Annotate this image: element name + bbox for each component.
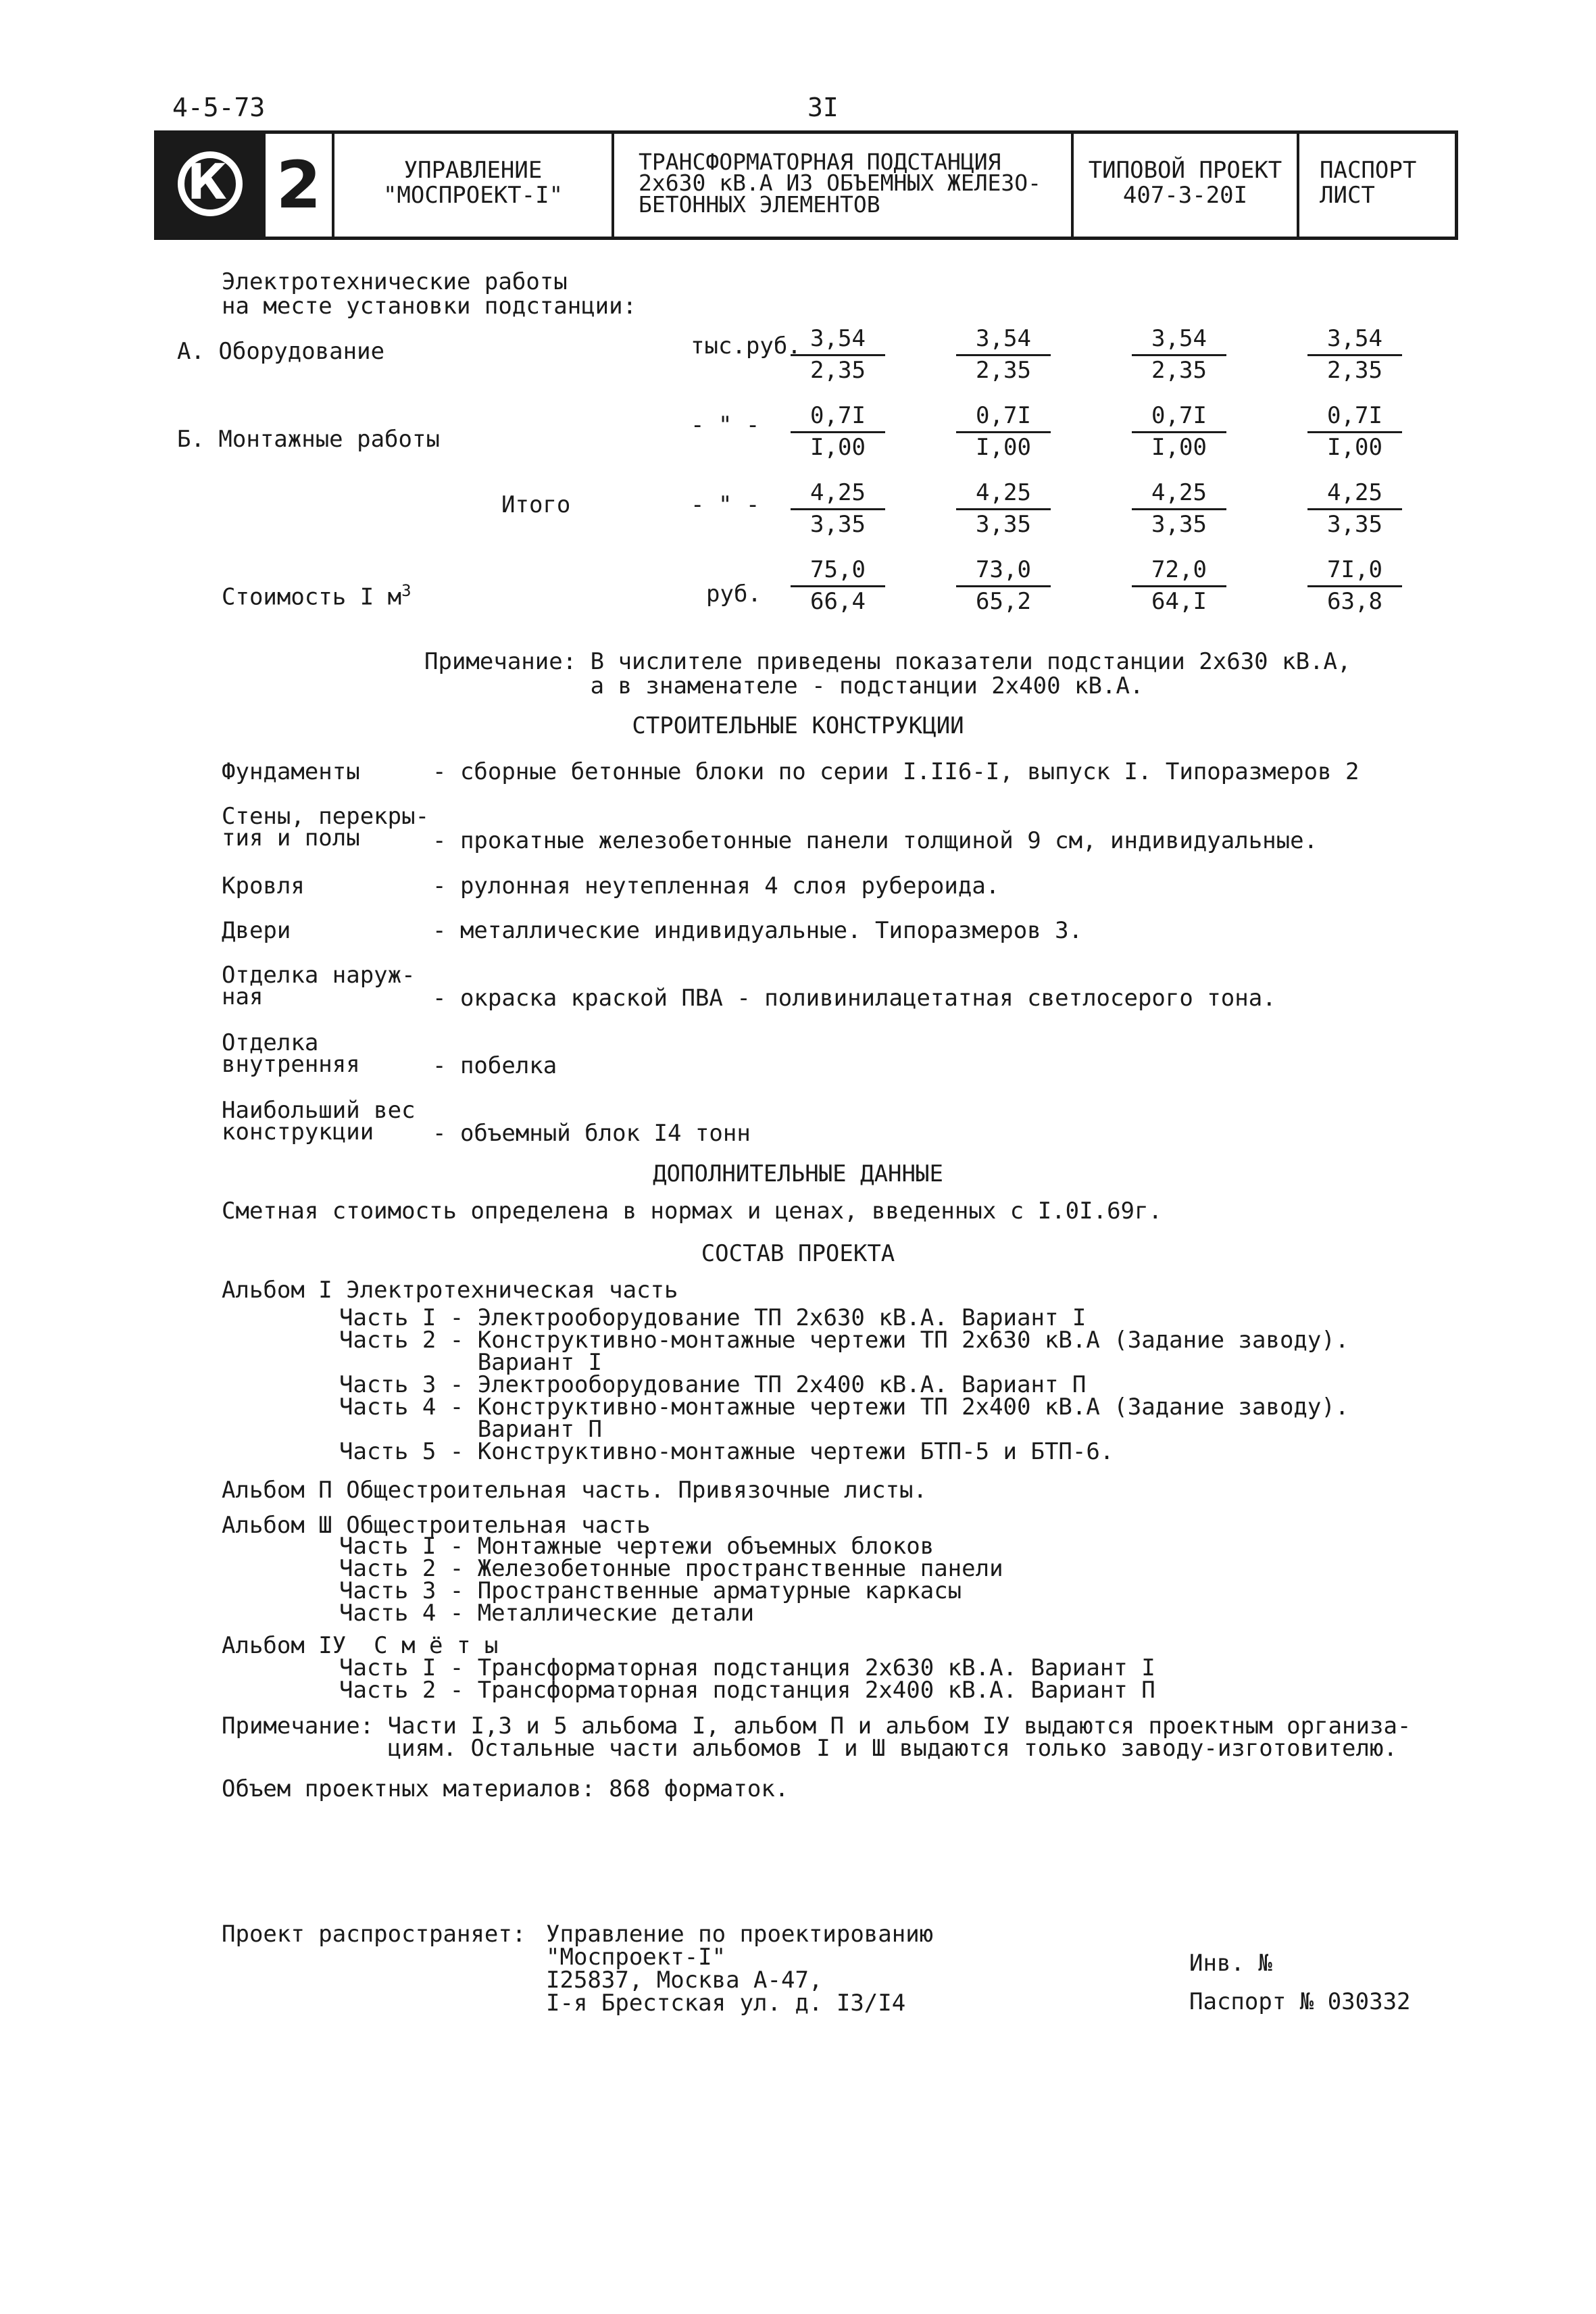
value-cell: $\frac{4,25}{3,35}$ [1307, 481, 1402, 537]
electrical-heading: Электротехнические работы на месте установки подстанции: [222, 268, 637, 320]
construction-value: - металлические индивидуальные. Типоразмеров 3. [432, 917, 1083, 944]
document-type: ПАСПОРТ ЛИСТ [1320, 157, 1417, 210]
inventory-number: Инв. № [1189, 1950, 1272, 1977]
construction-label: Кровля [222, 872, 305, 900]
value-cell: $\frac{4,25}{3,35}$ [1132, 481, 1226, 537]
row-label-total: Итого [501, 491, 571, 518]
row-unit: - " - [691, 412, 760, 439]
page-code: 4-5-73 [172, 93, 266, 122]
album-4-parts: Часть I - Трансформаторная подстанция 2х630 кВ.А. Вариант I Часть 2 - Трансформаторная подстанция 2х400 кВ.А. Вариант П [339, 1654, 1155, 1704]
additional-heading: ДОПОЛНИТЕЛЬНЫЕ ДАННЫЕ [653, 1160, 943, 1187]
value-cell: $\frac{72,0}{64,I}$ [1132, 558, 1226, 614]
row-unit: руб. [706, 581, 762, 608]
construction-heading: СТРОИТЕЛЬНЫЕ КОНСТРУКЦИИ [632, 712, 964, 739]
distributor-address: Управление по проектированию "Моспроект-I" I25837, Москва А-47, I-я Брестская ул. д. I3/I4 [546, 1921, 934, 2017]
value-cell: $\frac{0,7I}{I,00}$ [1132, 404, 1226, 460]
passport-number: Паспорт № 030332 [1189, 1988, 1411, 2015]
construction-value: - окраска краской ПВА - поливинилацетатная светлосерого тона. [432, 985, 1276, 1012]
row-unit: - " - [691, 491, 760, 518]
construction-label: Отделка внутренняя [222, 1029, 360, 1079]
album-3-parts: Часть I - Монтажные чертежи объемных блоков Часть 2 - Железобетонные пространственные панели Часть 3 - Пространственные арматурные каркасы Часть 4 - Металлические детали [339, 1533, 1003, 1627]
value-cell: $\frac{3,54}{2,35}$ [791, 327, 885, 383]
project-volume: Объем проектных материалов: 868 форматок. [222, 1775, 789, 1802]
value-cell: $\frac{0,7I}{I,00}$ [791, 404, 885, 460]
value-cell: $\frac{4,25}{3,35}$ [956, 481, 1051, 537]
additional-text: Сметная стоимость определена в нормах и ценах, введенных с I.0I.69г. [222, 1198, 1162, 1225]
divider [1297, 134, 1299, 237]
row-label-cost-per-m3: Стоимость I $м^3$ [222, 581, 412, 611]
construction-value: - рулонная неутепленная 4 слоя рубероида. [432, 872, 1000, 900]
organization: УПРАВЛЕНИЕ "МОСПРОЕКТ-I" [382, 157, 564, 210]
construction-label: Двери [222, 917, 291, 944]
value-cell: $\frac{3,54}{2,35}$ [1132, 327, 1226, 383]
construction-label: Отделка наруж- ная [222, 962, 416, 1011]
project-number: ТИПОВОЙ ПРОЕКТ 407-3-20I [1088, 157, 1282, 210]
title-block [154, 130, 1458, 240]
construction-label: Стены, перекры- тия и полы [222, 803, 430, 852]
value-cell: $\frac{7I,0}{63,8}$ [1307, 558, 1402, 614]
divider [612, 134, 614, 237]
album-4: Альбом IУ С м ё т ы [222, 1632, 499, 1659]
electrical-note: Примечание: В числителе приведены показатели подстанции 2х630 кВ.А, а в знаменателе - подстанции 2х400 кВ.А. [424, 648, 1351, 699]
row-label-installation: Б. Монтажные работы [177, 426, 440, 453]
value-cell: $\frac{4,25}{3,35}$ [791, 481, 885, 537]
album-2: Альбом П Общестроительная часть. Привязочные листы. [222, 1477, 927, 1504]
construction-value: - прокатные железобетонные панели толщиной 9 см, индивидуальные. [432, 827, 1318, 854]
construction-label: Фундаменты [222, 758, 360, 785]
value-cell: $\frac{73,0}{65,2}$ [956, 558, 1051, 614]
sheet-number: 2 [276, 147, 322, 223]
construction-label: Наибольший вес конструкции [222, 1097, 416, 1146]
album-1-parts: Часть I - Электрооборудование ТП 2х630 кВ.А. Вариант I Часть 2 - Конструктивно-монтажные чертежи ТП 2х630 кВ.А (Задание заводу). Вариант I Часть 3 - Электрооборудование ТП 2х400 кВ.А. Вариант П Часть 4 - Конструктивно-монтажные чертежи ТП 2х400 кВ.А (Задание заводу). Вариант П Часть 5 - Конструктивно-монтажные чертежи БТП-5 и БТП-6. [339, 1304, 1349, 1465]
composition-heading: СОСТАВ ПРОЕКТА [701, 1240, 895, 1267]
value-cell: $\frac{75,0}{66,4}$ [791, 558, 885, 614]
row-unit: тыс.руб. [691, 333, 801, 360]
value-cell: $\frac{3,54}{2,35}$ [956, 327, 1051, 383]
page-number: 3I [807, 93, 839, 122]
value-cell: $\frac{0,7I}{I,00}$ [956, 404, 1051, 460]
row-label-equipment: А. Оборудование [177, 338, 385, 365]
project-title: ТРАНСФОРМАТОРНАЯ ПОДСТАНЦИЯ 2х630 кВ.А ИЗ ОБЪЕМНЫХ ЖЕЛЕЗО- БЕТОННЫХ ЭЛЕМЕНТОВ [639, 149, 1042, 218]
construction-value: - побелка [432, 1052, 557, 1079]
album-1: Альбом I Электротехническая часть [222, 1277, 678, 1304]
distributor-label: Проект распространяет: [222, 1921, 526, 1948]
construction-value: - сборные бетонные блоки по серии I.II6-I, выпуск I. Типоразмеров 2 [432, 758, 1360, 785]
logo-letter-icon: К [187, 153, 227, 210]
value-cell: $\frac{0,7I}{I,00}$ [1307, 404, 1402, 460]
construction-value: - объемный блок I4 тонн [432, 1120, 751, 1147]
value-cell: $\frac{3,54}{2,35}$ [1307, 327, 1402, 383]
album-3: Альбом Ш Общестроительная часть [222, 1512, 651, 1539]
composition-note: Примечание: Части I,3 и 5 альбома I, альбом П и альбом IУ выдаются проектным организа- циям. Остальные части альбомов I и Ш выдаются только заводу-изготовителю. [222, 1713, 1412, 1762]
logo [157, 134, 266, 237]
